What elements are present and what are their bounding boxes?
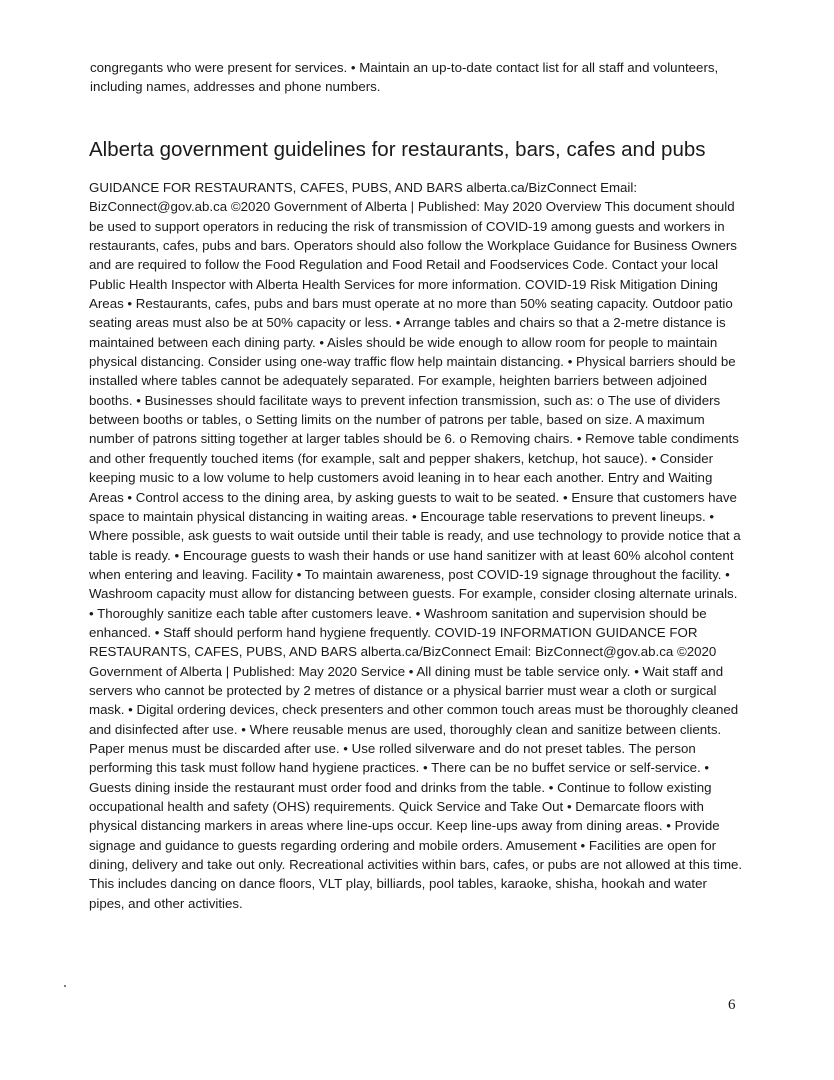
section-heading: Alberta government guidelines for restaurants, bars, cafes and pubs <box>89 138 706 161</box>
guidelines-paragraph: GUIDANCE FOR RESTAURANTS, CAFES, PUBS, AND BARS alberta.ca/BizConnect Email: BizConnect@gov.ab.ca ©2020 Government of Alberta | Published: May 2020 Overview This document should be used to support operators in reducing the risk of transmission of COVID-19 among guests and workers in restaurants, cafes, pubs and bars. Operators should also follow the Workplace Guidance for Business Owners and are required to follow the Food Regulation and Food Retail and Foodservices Code. Contact your local Public Health Inspector with Alberta Health Services for more information. COVID-19 Risk Mitigation Dining Areas • Restaurants, cafes, pubs and bars must operate at no more than 50% seating capacity. Outdoor patio seating areas must also be at 50% capacity or less. • Arrange tables and chairs so that a 2-metre distance is maintained between each dining party. • Aisles should be wide enough to allow room for people to maintain physical distancing. Consider using one-way traffic flow help maintain distancing. • Physical barriers should be installed where tables cannot be adequately separated. For example, heighten barriers between adjoined booths. • Businesses should facilitate ways to prevent infection transmission, such as: o The use of dividers between booths or tables, o Setting limits on the number of patrons per table, based on size. A maximum number of patrons sitting together at larger tables should be 6. o Removing chairs. • Remove table condiments and other frequently touched items (for example, salt and pepper shakers, ketchup, hot sauce). • Consider keeping music to a low volume to help customers avoid leaning in to hear each another. Entry and Waiting Areas • Control access to the dining area, by asking guests to wait to be seated. • Ensure that customers have space to maintain physical distancing in waiting areas. • Encourage table reservations to prevent lineups. • Where possible, ask guests to wait outside until their table is ready, and use technology to provide notice that a table is ready. • Encourage guests to wash their hands or use hand sanitizer with at least 60% alcohol content when entering and leaving. Facility • To maintain awareness, post COVID-19 signage throughout the facility. • Washroom capacity must allow for distancing between guests. For example, consider closing alternate urinals. • Thoroughly sanitize each table after customers leave. • Washroom sanitation and supervision should be enhanced. • Staff should perform hand hygiene frequently. COVID-19 INFORMATION GUIDANCE FOR RESTAURANTS, CAFES, PUBS, AND BARS alberta.ca/BizConnect Email: BizConnect@gov.ab.ca ©2020 Government of Alberta | Published: May 2020 Service • All dining must be table service only. • Wait staff and servers who cannot be protected by 2 metres of distance or a physical barrier must wear a cloth or surgical mask. • Digital ordering devices, check presenters and other common touch areas must be thoroughly cleaned and disinfected after use. • Where reusable menus are used, thoroughly clean and sanitize between clients. Paper menus must be discarded after use. • Use rolled silverware and do not preset tables. The person performing this task must follow hand hygiene practices. • There can be no buffet service or self-service. • Guests dining inside the restaurant must order food and drinks from the table. • Continue to follow existing occupational health and safety (OHS) requirements. Quick Service and Take Out • Demarcate floors with physical distancing markers in areas where line-ups occur. Keep line-ups away from dining areas. • Provide signage and guidance to guests regarding ordering and mobile orders. Amusement • Facilities are open for dining, delivery and take out only. Recreational activities within bars, cafes, or pubs are not allowed at this time. This includes dancing on dance floors, VLT play, billiards, pool tables, karaoke, shisha, hookah and water pipes, and other activities. <box>89 180 743 911</box>
intro-paragraph: congregants who were present for services. • Maintain an up-to-date contact list for all staff and volunteers, including names, addresses and phone numbers. <box>90 60 719 94</box>
scan-speck <box>64 985 66 987</box>
page-number: 6 <box>728 997 736 1013</box>
